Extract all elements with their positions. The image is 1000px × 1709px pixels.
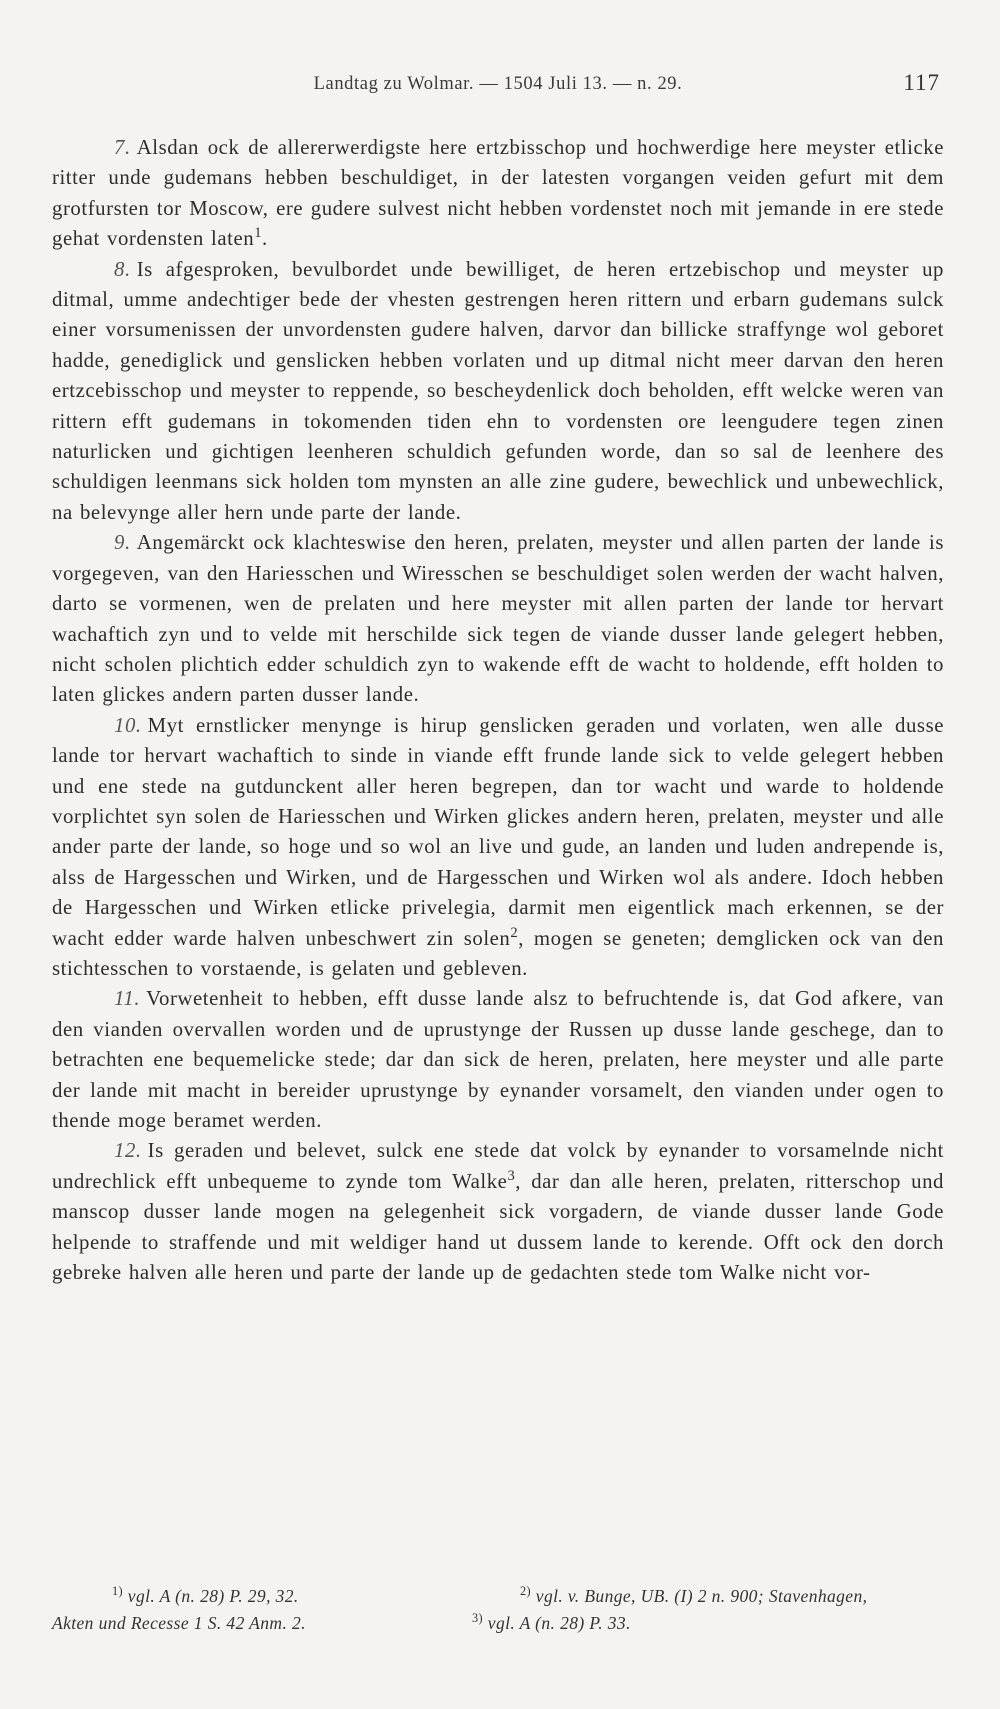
paragraph-text: Myt ernstlicker menynge is hirup genslicken geraden und vorlaten, wen alle dusse lande tor hervart wachaftich to sinde in viande efft frunde lande sick to velde gelegert hebben und ene stede na gutdunckent aller heren begrepen, dan tor wacht und warde to holdende vorplichtet syn solen de Hariesschen und Wirken glickes andern heren, prelaten, meyster und alle ander parte der lande, so hoge und so wol an live und gude, an landen und luden andrepende is, alss de Hargesschen und Wirken, und de Hargesschen und Wirken wol als andere. Idoch hebben de Hargesschen und Wirken etlicke privelegia, darmit men eigentlick mach erkennen, se der wacht edder warde halven unbeschwert zin solen <box>52 713 944 950</box>
footnote-text: vgl. A (n. 28) P. 29, 32. <box>127 1586 299 1606</box>
footnote-ref: 2 <box>510 924 519 941</box>
paragraph-number: 9. <box>114 531 131 555</box>
footnotes-left-column <box>52 1583 472 1637</box>
paragraph-10 <box>52 711 944 985</box>
paragraph-12 <box>52 1136 944 1288</box>
paragraph-text: Angemärckt ock klachteswise den heren, prelaten, meyster und allen parten der lande is vorgegeven, van den Hariesschen und Wiresschen se beschuldiget solen werden der wacht halven, darto se vormenen, wen de prelaten und here meyster mit allen parten der lande tor hervart wachaftich zyn und to velde mit herschilde sick tegen de viande dusser lande gelegert hebben, nicht scholen plichtich edder schuldich zyn to wakende efft de wacht to holdende, efft holden to laten glickes andern parten dusser lande. <box>52 531 944 707</box>
paragraph-8 <box>52 255 944 529</box>
running-title: Landtag zu Wolmar. — 1504 Juli 13. — n. 29. <box>313 74 683 94</box>
paragraph-text: Is afgesproken, bevulbordet unde bewilliget, de heren ertzebischop und meyster up ditmal, umme andechtiger bede der vhesten gestrengen heren rittern und erbarn gudemans sulck einer vorsumenissen der unvordensten gudere halven, darvor dan billicke straffynge wol geboret hadde, genediglick und genslicken hebben vorlaten und up ditmal nicht meer darvan den heren ertzcebisschop und meyster to reppende, so bescheydenlick doch beholden, efft welcke weren van rittern efft gudemans in tokomenden tiden ehn to vordensten ore leengudere tegen zinen naturlicken und gichtigen leenheren schuldich gefunden worde, dan so sal de leenhere des schuldigen leenmans sick holden tom mynsten an alle zine gudere, bewechlick und unbewechlick, na belevynge aller hern unde parte der lande. <box>52 257 944 524</box>
footnote-2 <box>472 1583 944 1610</box>
footnote-3 <box>472 1610 944 1637</box>
footnote-2-continued <box>52 1610 472 1637</box>
footnote-mark: 1) <box>112 1584 124 1599</box>
running-head <box>52 70 944 100</box>
paragraph-11 <box>52 984 944 1136</box>
paragraph-text-end: . <box>262 227 268 251</box>
page-number: 117 <box>903 70 940 95</box>
paragraph-number: 12. <box>114 1139 142 1163</box>
footnote-mark: 3) <box>472 1611 484 1626</box>
footnote-1 <box>52 1583 472 1610</box>
paragraph-number: 10. <box>114 713 142 737</box>
paragraph-number: 11. <box>114 987 141 1011</box>
paragraph-text: Is geraden und belevet, sulck ene stede dat volck by eynander to vorsamelnde nicht undrechlick efft unbequeme to zynde tom Walke <box>52 1139 944 1193</box>
paragraph-number: 8. <box>114 257 131 281</box>
footnote-text: Akten und Recesse 1 S. 42 Anm. 2. <box>52 1613 306 1633</box>
paragraph-text: Alsdan ock de allererwerdigste here ertzbisschop und hochwerdige here meyster etlicke ritter unde gudemans hebben beschuldiget, in der latesten vorgangen veiden gefurt mit dem grotfursten tor Moscow, ere gudere sulvest nicht hebben vordenstet noch mit jemande in ere stede gehat vordensten laten <box>52 136 944 251</box>
body-text <box>52 133 944 1288</box>
paragraph-text-end: , dar dan alle heren, prelaten, ritterschop und manscop dusser lande mogen na gelegenheit sick vorgadern, de viande dusser lande Gode helpende to straffende und mit weldiger hand ut dussem lande to kerende. Offt ock den dorch gebreke halven alle heren und parte der lande up de gedachten stede tom Walke nicht vor- <box>52 1169 944 1285</box>
footnote-text: vgl. A (n. 28) P. 33. <box>487 1613 631 1633</box>
paragraph-number: 7. <box>114 136 131 159</box>
footnotes-right-column <box>472 1583 944 1637</box>
paragraph-7 <box>52 133 944 255</box>
footnote-mark: 2) <box>520 1584 532 1599</box>
footnote-ref: 3 <box>507 1167 516 1184</box>
paragraph-text-end: , mogen se geneten; demglicken ock van den stichtesschen to vorstaende, is gelaten und gebleven. <box>52 926 944 980</box>
paragraph-9 <box>52 528 944 710</box>
footnote-ref: 1 <box>254 225 263 242</box>
footnote-text: vgl. v. Bunge, UB. (I) 2 n. 900; Stavenhagen, <box>535 1586 868 1606</box>
paragraph-text: Vorwetenheit to hebben, efft dusse lande alsz to befruchtende is, dat God afkere, van den vianden overvallen worden und de uprustynge der Russen up dusse lande geschege, dan to betrachten ene bequemelicke stede; dar dan sick de heren, prelaten, here meyster und alle parte der lande mit macht in bereider uprustynge by eynander vorsamelt, den vianden under ogen to thende moge beramet werden. <box>52 987 944 1132</box>
